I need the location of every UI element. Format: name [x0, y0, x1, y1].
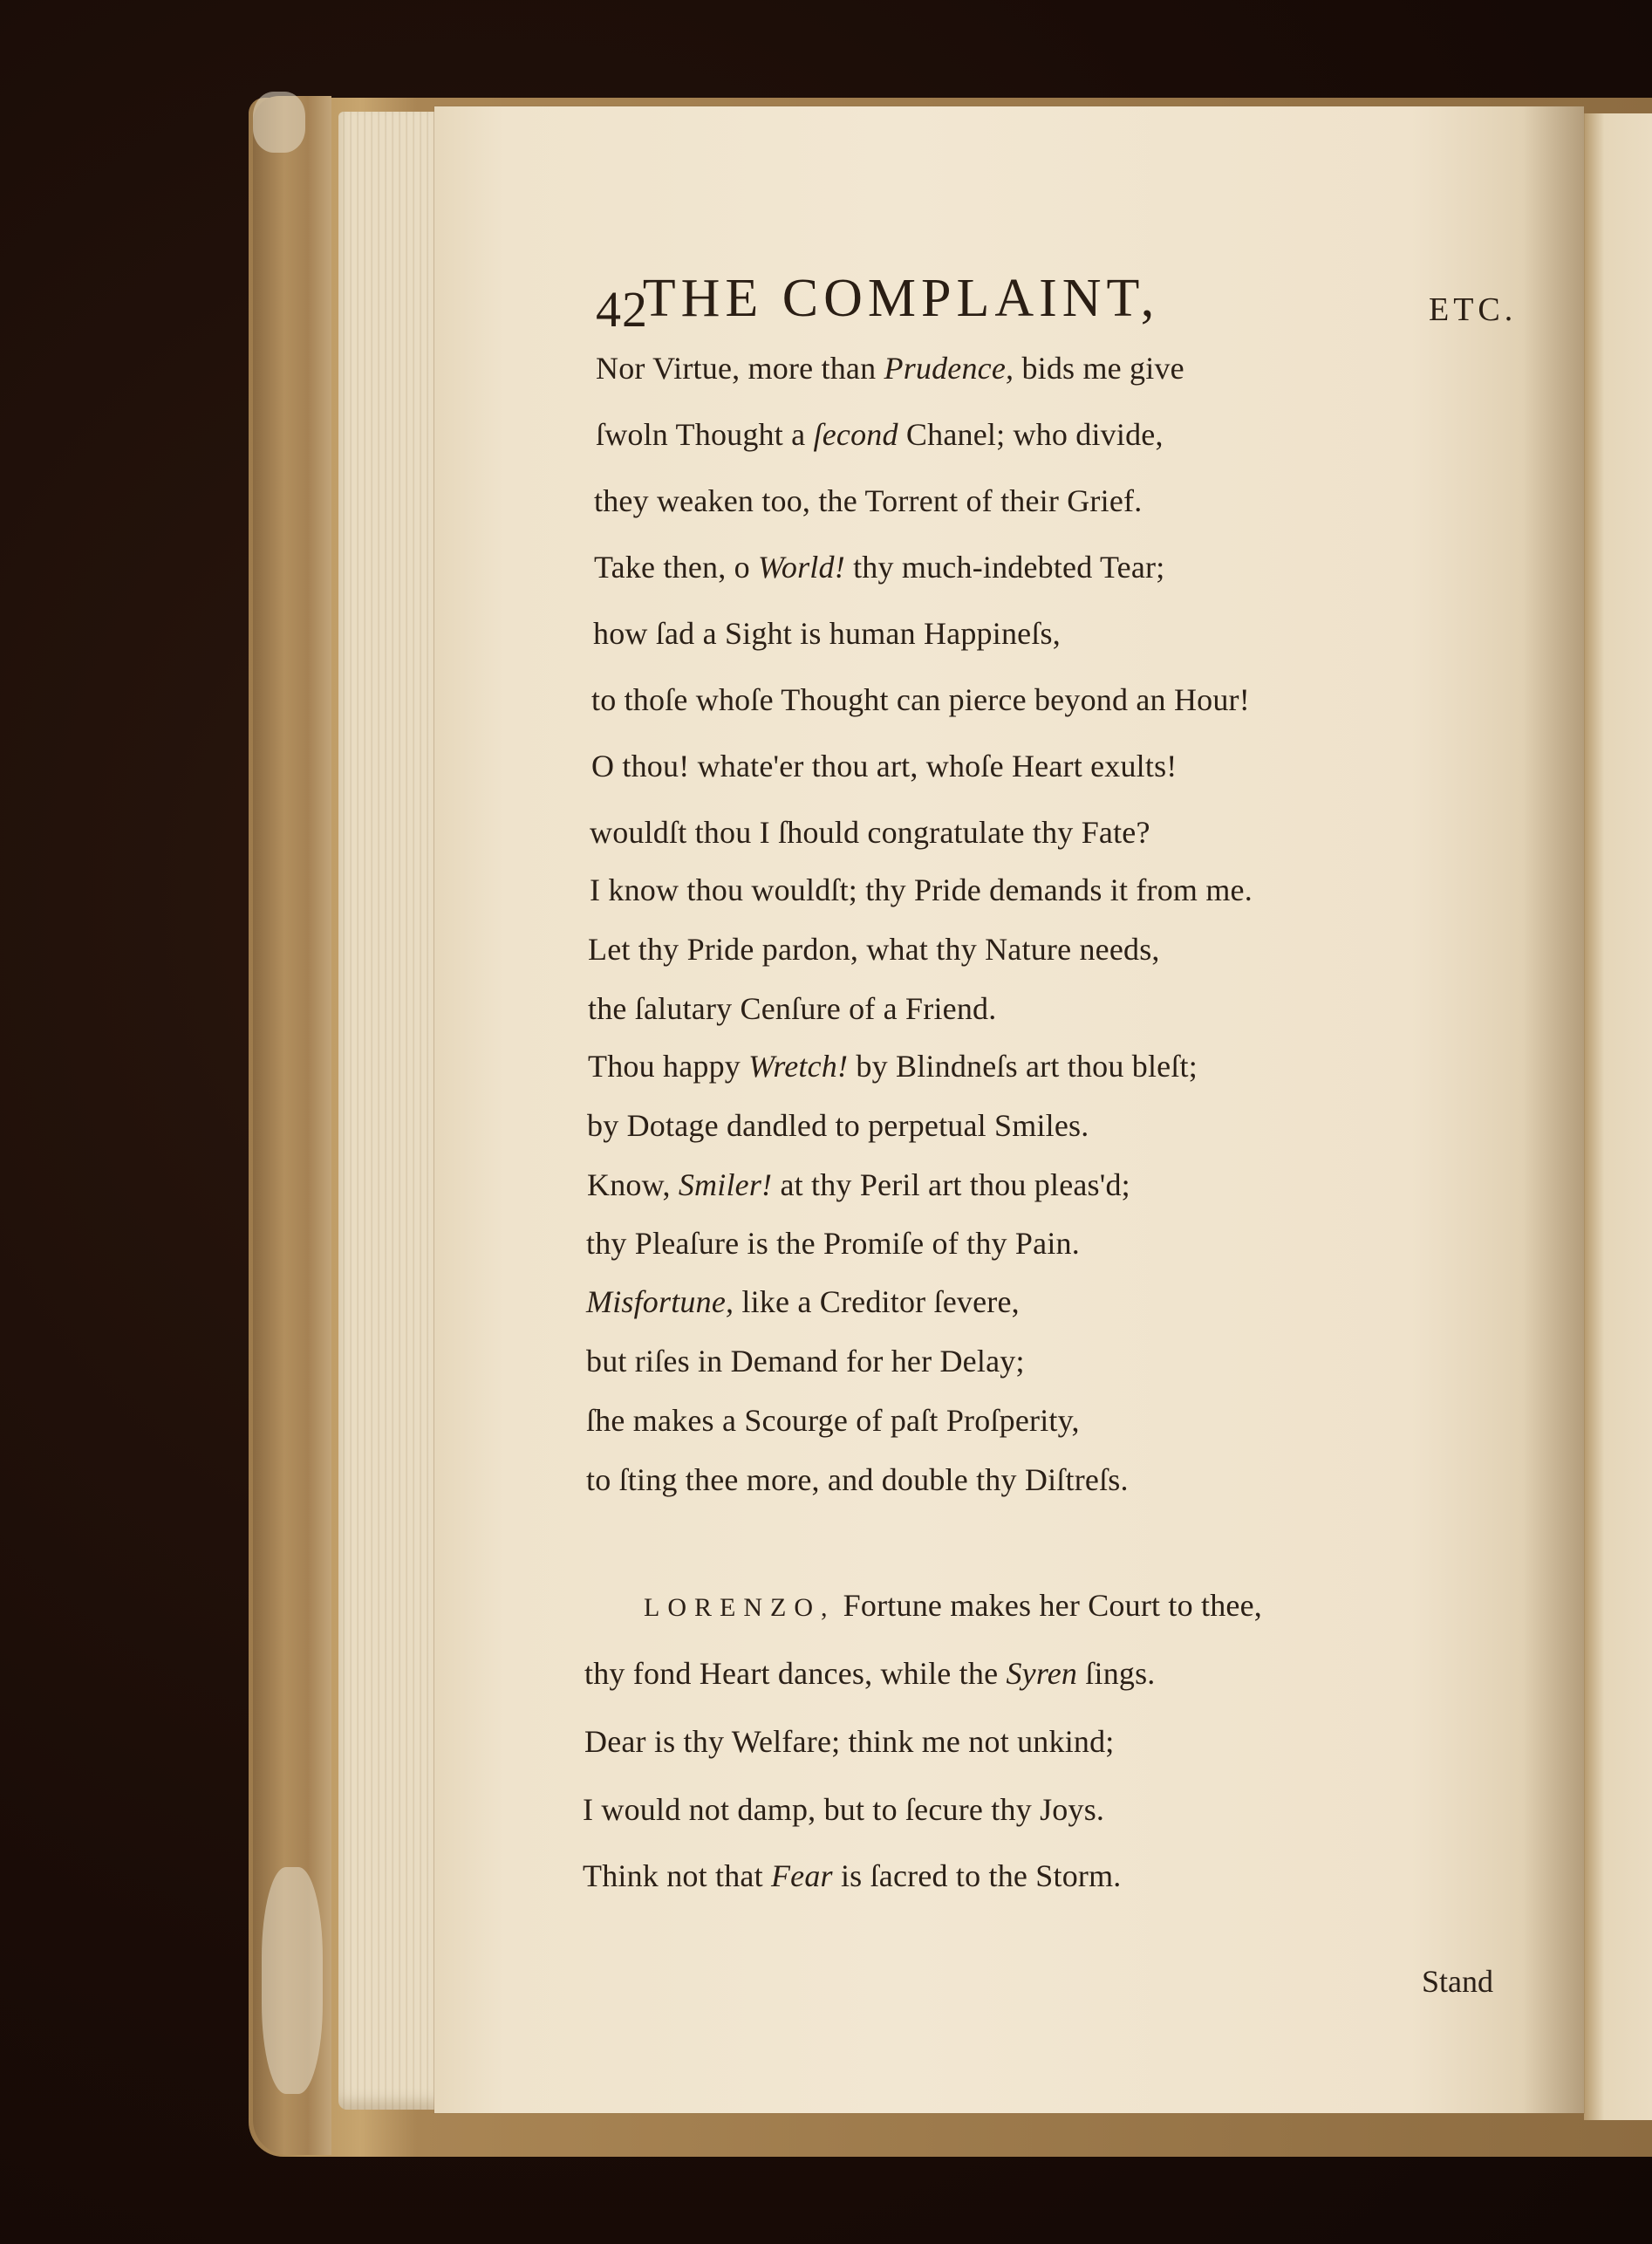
verse-text: by Blindneſs art thou bleſt;: [848, 1049, 1198, 1084]
verse-text: Take then, o: [594, 550, 759, 585]
verse-text: ſhe makes a Scourge of paſt Proſperity,: [586, 1403, 1080, 1438]
verse-text: Think not that: [583, 1858, 771, 1893]
verse-line: [590, 874, 1253, 906]
verse-text: is ſacred to the Storm.: [832, 1858, 1122, 1893]
verse-text: wouldſt thou I ſhould congratulate thy Fate?: [590, 815, 1150, 850]
verse-line: [586, 1464, 1129, 1495]
running-title: THE COMPLAINT,: [642, 269, 1160, 328]
verse-text: Fortune makes her Court to thee,: [835, 1588, 1262, 1623]
verse-line: [596, 352, 1184, 384]
book-page: [434, 106, 1584, 2113]
verse-line: [594, 485, 1142, 517]
running-title-suffix: ETC.: [1429, 291, 1518, 328]
italic-phrase: Syren: [1006, 1656, 1078, 1691]
verse-text: to ſting thee more, and double thy Diſtreſs.: [586, 1462, 1129, 1497]
verse-text: Nor Virtue, more than: [596, 351, 884, 386]
verse-text: O thou! whate'er thou art, whoſe Heart exults!: [591, 749, 1178, 783]
italic-phrase: Prudence,: [884, 351, 1014, 386]
verse-text: bids me give: [1014, 351, 1184, 386]
page-number: 42: [596, 281, 648, 338]
page-header: [596, 268, 1555, 346]
italic-phrase: Fear: [770, 1858, 833, 1893]
verse-line: [644, 1590, 1262, 1621]
gutter-shadow: [1523, 106, 1584, 2113]
italic-phrase: Smiler!: [678, 1167, 773, 1202]
verse-text: ſwoln Thought a: [596, 417, 814, 452]
italic-phrase: ſecond: [813, 417, 898, 452]
verse-line: [591, 684, 1250, 715]
verse-line: [596, 419, 1164, 450]
verse-line: [587, 1110, 1089, 1141]
verse-text: at thy Peril art thou pleas'd;: [772, 1167, 1130, 1202]
verse-text: thy much-indebted Tear;: [844, 550, 1165, 585]
page-edges: [338, 112, 443, 2110]
verse-line: [586, 1286, 1020, 1317]
verse-line: [583, 1860, 1122, 1892]
facing-page-edge: [1584, 113, 1652, 2120]
book-spine-edge: [253, 96, 331, 2155]
verse-line: [586, 1345, 1025, 1377]
italic-phrase: Wretch!: [748, 1049, 849, 1084]
worn-patch-top: [253, 92, 305, 153]
verse-line: [586, 1405, 1080, 1436]
verse-text: I know thou wouldſt; thy Pride demands it from me.: [590, 872, 1253, 907]
verse-text: how ſad a Sight is human Happineſs,: [593, 616, 1061, 651]
small-caps-name: LORENZO,: [644, 1593, 836, 1622]
worn-patch-bottom: [262, 1867, 323, 2094]
verse-text: like a Creditor ſevere,: [734, 1284, 1020, 1319]
verse-line: [591, 750, 1177, 782]
italic-phrase: Misfortune,: [586, 1284, 734, 1319]
verse-line: [586, 1228, 1080, 1259]
verse-line: [588, 1050, 1198, 1082]
italic-phrase: World!: [758, 550, 845, 585]
verse-text: thy fond Heart dances, while the: [584, 1656, 1007, 1691]
verse-text: thy Pleaſure is the Promiſe of thy Pain.: [586, 1226, 1080, 1261]
verse-text: Thou happy: [588, 1049, 749, 1084]
verse-line: [587, 1169, 1130, 1201]
verse-line: [588, 934, 1160, 965]
verse-line: [584, 1726, 1115, 1757]
verse-line: [583, 1794, 1104, 1825]
verse-text: to thoſe whoſe Thought can pierce beyond an Hour!: [591, 682, 1250, 717]
verse-text: I would not damp, but to ſecure thy Joys.: [583, 1792, 1105, 1827]
verse-text: Dear is thy Welfare; think me not unkind;: [584, 1724, 1115, 1759]
verse-line: [588, 993, 996, 1024]
verse-text: Let thy Pride pardon, what thy Nature needs,: [588, 932, 1160, 967]
verse-line: [584, 1658, 1156, 1689]
verse-line: [594, 551, 1164, 583]
verse-text: ſings.: [1077, 1656, 1156, 1691]
verse-line: [593, 618, 1061, 649]
verse-text: Know,: [587, 1167, 679, 1202]
verse-text: Chanel; who divide,: [898, 417, 1164, 452]
verse-text: but riſes in Demand for her Delay;: [586, 1344, 1025, 1379]
verse-text: they weaken too, the Torrent of their Grief.: [594, 483, 1143, 518]
verse-text: by Dotage dandled to perpetual Smiles.: [587, 1108, 1089, 1143]
catchword: Stand: [1422, 1964, 1494, 1999]
verse-text: the ſalutary Cenſure of a Friend.: [588, 991, 997, 1026]
verse-line: [590, 817, 1150, 848]
